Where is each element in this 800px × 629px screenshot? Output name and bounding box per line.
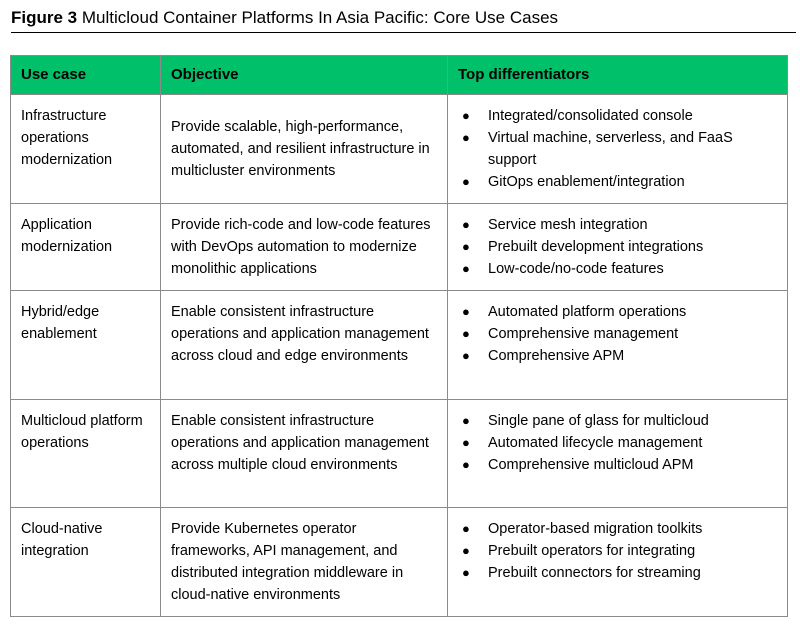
bullet-icon: ●	[462, 261, 470, 276]
differentiators-cell	[448, 291, 788, 400]
differentiators-cell	[448, 95, 788, 204]
differentiator-text: Comprehensive management	[488, 326, 679, 342]
list-item	[458, 171, 779, 193]
differentiator-text: Automated platform operations	[488, 304, 687, 320]
bullet-icon: ●	[462, 435, 470, 450]
differentiator-text: Single pane of glass for multicloud	[488, 413, 709, 429]
figure-title-text: Multicloud Container Platforms In Asia Pacific: Core Use Cases	[81, 8, 559, 27]
bullet-icon: ●	[462, 565, 470, 580]
list-item	[458, 214, 779, 236]
differentiators-cell	[448, 508, 788, 617]
differentiators-list	[458, 105, 779, 193]
table-row	[11, 508, 788, 617]
differentiator-text: Virtual machine, serverless, and FaaS support	[488, 130, 733, 168]
differentiator-text: Automated lifecycle management	[488, 435, 703, 451]
bullet-icon: ●	[462, 457, 470, 472]
objective-text: Provide scalable, high-performance, automated, and resilient infrastructure in multicluster environments	[171, 119, 430, 179]
list-item	[458, 236, 779, 258]
list-item	[458, 540, 779, 562]
bullet-icon: ●	[462, 348, 470, 363]
differentiator-text: Operator-based migration toolkits	[488, 521, 703, 537]
bullet-icon: ●	[462, 174, 470, 189]
differentiators-cell	[448, 204, 788, 291]
bullet-icon: ●	[462, 413, 470, 428]
bullet-icon: ●	[462, 239, 470, 254]
objective-cell	[161, 508, 448, 617]
use-case-cell: Cloud-native integration	[11, 508, 161, 617]
bullet-icon: ●	[462, 521, 470, 536]
header-objective: Objective	[161, 56, 448, 95]
figure-title	[11, 8, 558, 28]
objective-cell	[161, 400, 448, 508]
list-item	[458, 454, 779, 476]
list-item	[458, 258, 779, 280]
title-rule	[11, 32, 796, 33]
bullet-icon: ●	[462, 217, 470, 232]
table-row	[11, 400, 788, 508]
objective-text: Provide rich-code and low-code features with DevOps automation to modernize monolithic applications	[171, 217, 431, 277]
list-item	[458, 105, 779, 127]
differentiator-text: Service mesh integration	[488, 217, 648, 233]
use-case-table	[10, 55, 788, 617]
objective-cell	[161, 95, 448, 204]
list-item	[458, 562, 779, 584]
use-case-cell: Infrastructure operations modernization	[11, 95, 161, 204]
objective-text: Enable consistent infrastructure operations and application management across multiple cloud environments	[171, 413, 429, 473]
bullet-icon: ●	[462, 108, 470, 123]
differentiator-text: Integrated/consolidated console	[488, 108, 693, 124]
objective-text: Enable consistent infrastructure operations and application management across cloud and edge environments	[171, 304, 429, 364]
use-case-cell: Application modernization	[11, 204, 161, 291]
header-use-case: Use case	[11, 56, 161, 95]
list-item	[458, 518, 779, 540]
objective-cell	[161, 204, 448, 291]
differentiators-list	[458, 301, 779, 367]
bullet-icon: ●	[462, 543, 470, 558]
list-item	[458, 127, 779, 171]
differentiators-list	[458, 518, 779, 584]
differentiators-list	[458, 214, 779, 280]
differentiator-text: GitOps enablement/integration	[488, 174, 685, 190]
list-item	[458, 432, 779, 454]
table-row	[11, 291, 788, 400]
objective-text: Provide Kubernetes operator frameworks, API management, and distributed integration middleware in cloud-native environments	[171, 521, 404, 603]
differentiator-text: Comprehensive APM	[488, 348, 625, 364]
bullet-icon: ●	[462, 130, 470, 145]
table-row	[11, 204, 788, 291]
table-header-row	[11, 56, 788, 95]
use-case-cell: Multicloud platform operations	[11, 400, 161, 508]
differentiator-text: Comprehensive multicloud APM	[488, 457, 694, 473]
bullet-icon: ●	[462, 326, 470, 341]
differentiators-list	[458, 410, 779, 476]
objective-cell	[161, 291, 448, 400]
table-row	[11, 95, 788, 204]
bullet-icon: ●	[462, 304, 470, 319]
list-item	[458, 345, 779, 367]
list-item	[458, 301, 779, 323]
differentiators-cell	[448, 400, 788, 508]
figure-label: Figure 3	[11, 8, 78, 27]
differentiator-text: Prebuilt connectors for streaming	[488, 565, 701, 581]
list-item	[458, 323, 779, 345]
use-case-cell: Hybrid/edge enablement	[11, 291, 161, 400]
differentiator-text: Low-code/no-code features	[488, 261, 664, 277]
differentiator-text: Prebuilt operators for integrating	[488, 543, 696, 559]
header-top-differentiators: Top differentiators	[448, 56, 788, 95]
list-item	[458, 410, 779, 432]
differentiator-text: Prebuilt development integrations	[488, 239, 704, 255]
